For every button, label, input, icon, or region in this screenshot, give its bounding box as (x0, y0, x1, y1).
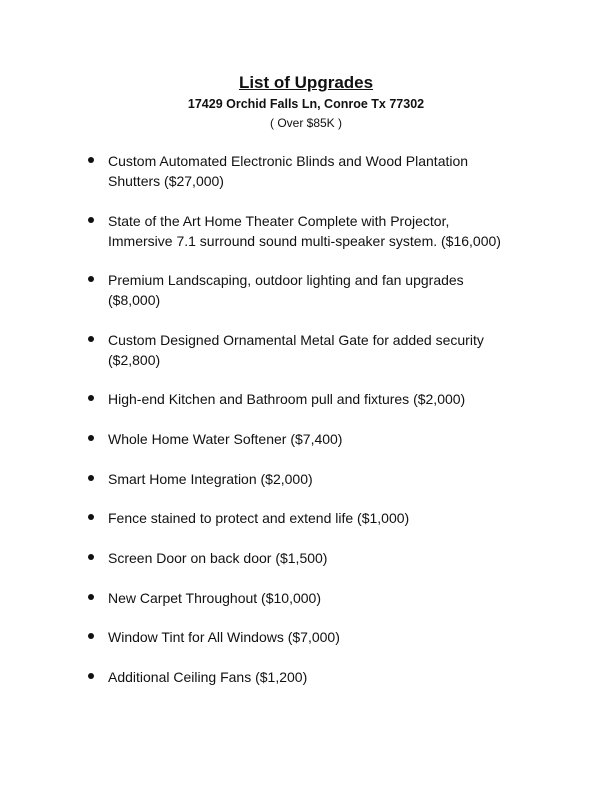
list-item-text: Window Tint for All Windows ($7,000) (108, 629, 340, 645)
bullet-icon (88, 475, 94, 481)
list-item-text: High-end Kitchen and Bathroom pull and fixtures ($2,000) (108, 391, 466, 407)
list-item-text-continued: Immersive 7.1 surround sound multi-speaker system. ($16,000) (108, 233, 501, 249)
list-item-text-continued: Shutters ($27,000) (108, 173, 224, 189)
bullet-icon (88, 217, 94, 223)
bullet-icon (88, 673, 94, 679)
list-item (108, 429, 548, 449)
bullet-icon (88, 514, 94, 520)
list-item (108, 389, 548, 409)
list-item-text: Whole Home Water Softener ($7,400) (108, 431, 343, 447)
list-item-text: New Carpet Throughout ($10,000) (108, 590, 321, 606)
list-item-text: Premium Landscaping, outdoor lighting and fan upgrades (108, 272, 464, 288)
list-item-text: Smart Home Integration ($2,000) (108, 471, 313, 487)
property-address: 17429 Orchid Falls Ln, Conroe Tx 77302 (187, 97, 425, 111)
list-item-text: Screen Door on back door ($1,500) (108, 550, 328, 566)
list-item-text: Custom Designed Ornamental Metal Gate for added security (108, 332, 484, 348)
list-item-text: State of the Art Home Theater Complete with Projector, (108, 213, 450, 229)
list-item (108, 330, 548, 370)
list-item (108, 667, 548, 687)
bullet-icon (88, 157, 94, 163)
bullet-icon (88, 276, 94, 282)
list-item (108, 508, 548, 528)
list-item (108, 469, 548, 489)
list-item-text-continued: ($2,800) (108, 352, 161, 368)
list-item (108, 548, 548, 568)
list-item (108, 211, 548, 251)
list-item (108, 270, 548, 310)
list-item (108, 588, 548, 608)
bullet-icon (88, 554, 94, 560)
bullet-icon (88, 633, 94, 639)
list-item-text: Custom Automated Electronic Blinds and Wood Plantation (108, 153, 469, 169)
list-item (108, 627, 548, 647)
price-note: ( Over $85K ) (269, 116, 343, 130)
list-item-text: Additional Ceiling Fans ($1,200) (108, 669, 308, 685)
bullet-icon (88, 336, 94, 342)
bullet-icon (88, 594, 94, 600)
bullet-icon (88, 395, 94, 401)
list-item-text-continued: ($8,000) (108, 292, 161, 308)
page-title: List of Upgrades (238, 73, 374, 92)
list-item-text: Fence stained to protect and extend life ($1,000) (108, 510, 410, 526)
bullet-icon (88, 435, 94, 441)
list-item (108, 151, 548, 191)
